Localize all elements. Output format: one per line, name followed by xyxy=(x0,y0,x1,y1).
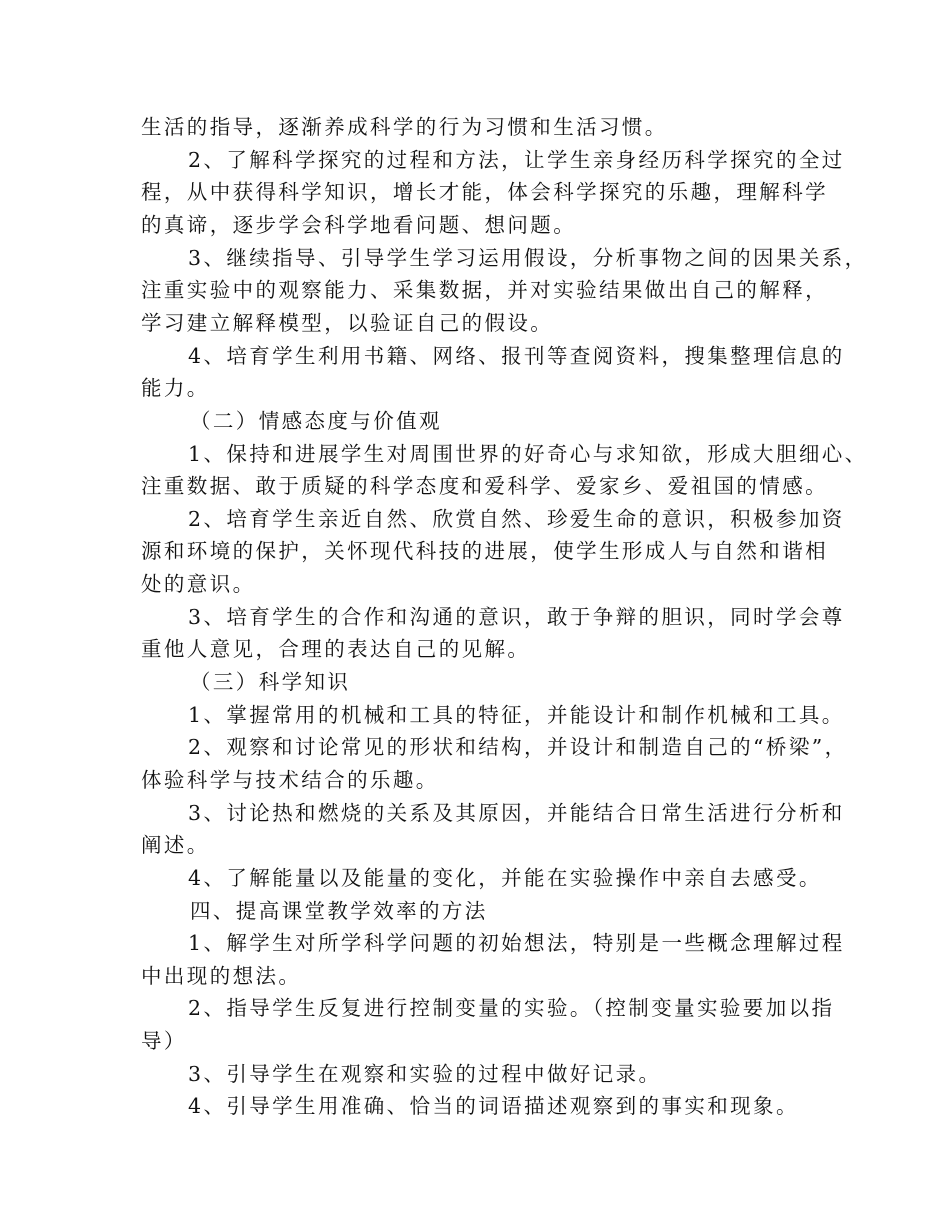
text-line: 2、观察和讨论常见的形状和结构，并设计和制造自己的“桥梁”， xyxy=(188,735,848,759)
text-line: 2、了解科学探究的过程和方法，让学生亲身经历科学探究的全过 xyxy=(188,148,845,172)
text-line: 中出现的想法。 xyxy=(141,964,302,988)
text-line: 4、引导学生用准确、恰当的词语描述观察到的事实和现象。 xyxy=(188,1094,799,1118)
text-line: 程，从中获得科学知识，增长才能，体会科学探究的乐趣，理解科学 xyxy=(141,180,828,204)
text-line: 源和环境的保护，关怀现代科技的进展，使学生形成人与自然和谐相 xyxy=(141,539,828,563)
text-line: 3、继续指导、引导学生学习运用假设，分析事物之间的因果关系， xyxy=(188,246,868,270)
text-line: 4、了解能量以及能量的变化，并能在实验操作中亲自去感受。 xyxy=(188,866,822,890)
section-heading: （二）情感态度与价值观 xyxy=(190,409,442,433)
text-line: 的真谛，逐步学会科学地看问题、想问题。 xyxy=(141,213,577,237)
text-line: 注重实验中的观察能力、采集数据，并对实验结果做出自己的解释， xyxy=(141,278,828,302)
text-line: 1、解学生对所学科学问题的初始想法，特别是一些概念理解过程 xyxy=(188,931,845,955)
text-line: 4、培育学生利用书籍、网络、报刊等查阅资料，搜集整理信息的 xyxy=(188,344,845,368)
section-heading: （三）科学知识 xyxy=(190,670,351,694)
text-line: 学习建立解释模型，以验证自己的假设。 xyxy=(141,311,554,335)
text-line: 3、讨论热和燃烧的关系及其原因，并能结合日常生活进行分析和 xyxy=(188,801,845,825)
text-line: 生活的指导，逐渐养成科学的行为习惯和生活习惯。 xyxy=(141,115,668,139)
text-line: 2、培育学生亲近自然、欣赏自然、珍爱生命的意识，积极参加资 xyxy=(188,507,845,531)
text-line: 能力。 xyxy=(141,376,210,400)
text-line: 处的意识。 xyxy=(141,572,256,596)
text-line: 重他人意见，合理的表达自己的见解。 xyxy=(141,637,531,661)
text-line: 体验科学与技术结合的乐趣。 xyxy=(141,768,439,792)
text-line: 3、培育学生的合作和沟通的意识，敢于争辩的胆识，同时学会尊 xyxy=(188,605,845,629)
section-heading: 四、提高课堂教学效率的方法 xyxy=(190,899,488,923)
text-line: 2、指导学生反复进行控制变量的实验。（控制变量实验要加以指 xyxy=(188,996,835,1020)
text-line: 1、掌握常用的机械和工具的特征，并能设计和制作机械和工具。 xyxy=(188,703,845,727)
text-line: 3、引导学生在观察和实验的过程中做好记录。 xyxy=(188,1062,662,1086)
text-line: 导） xyxy=(141,1029,187,1053)
text-line: 注重数据、敢于质疑的科学态度和爱科学、爱家乡、爱祖国的情感。 xyxy=(141,474,828,498)
text-line: 阐述。 xyxy=(141,833,210,857)
text-line: 1、保持和进展学生对周围世界的好奇心与求知欲，形成大胆细心、 xyxy=(188,442,868,466)
